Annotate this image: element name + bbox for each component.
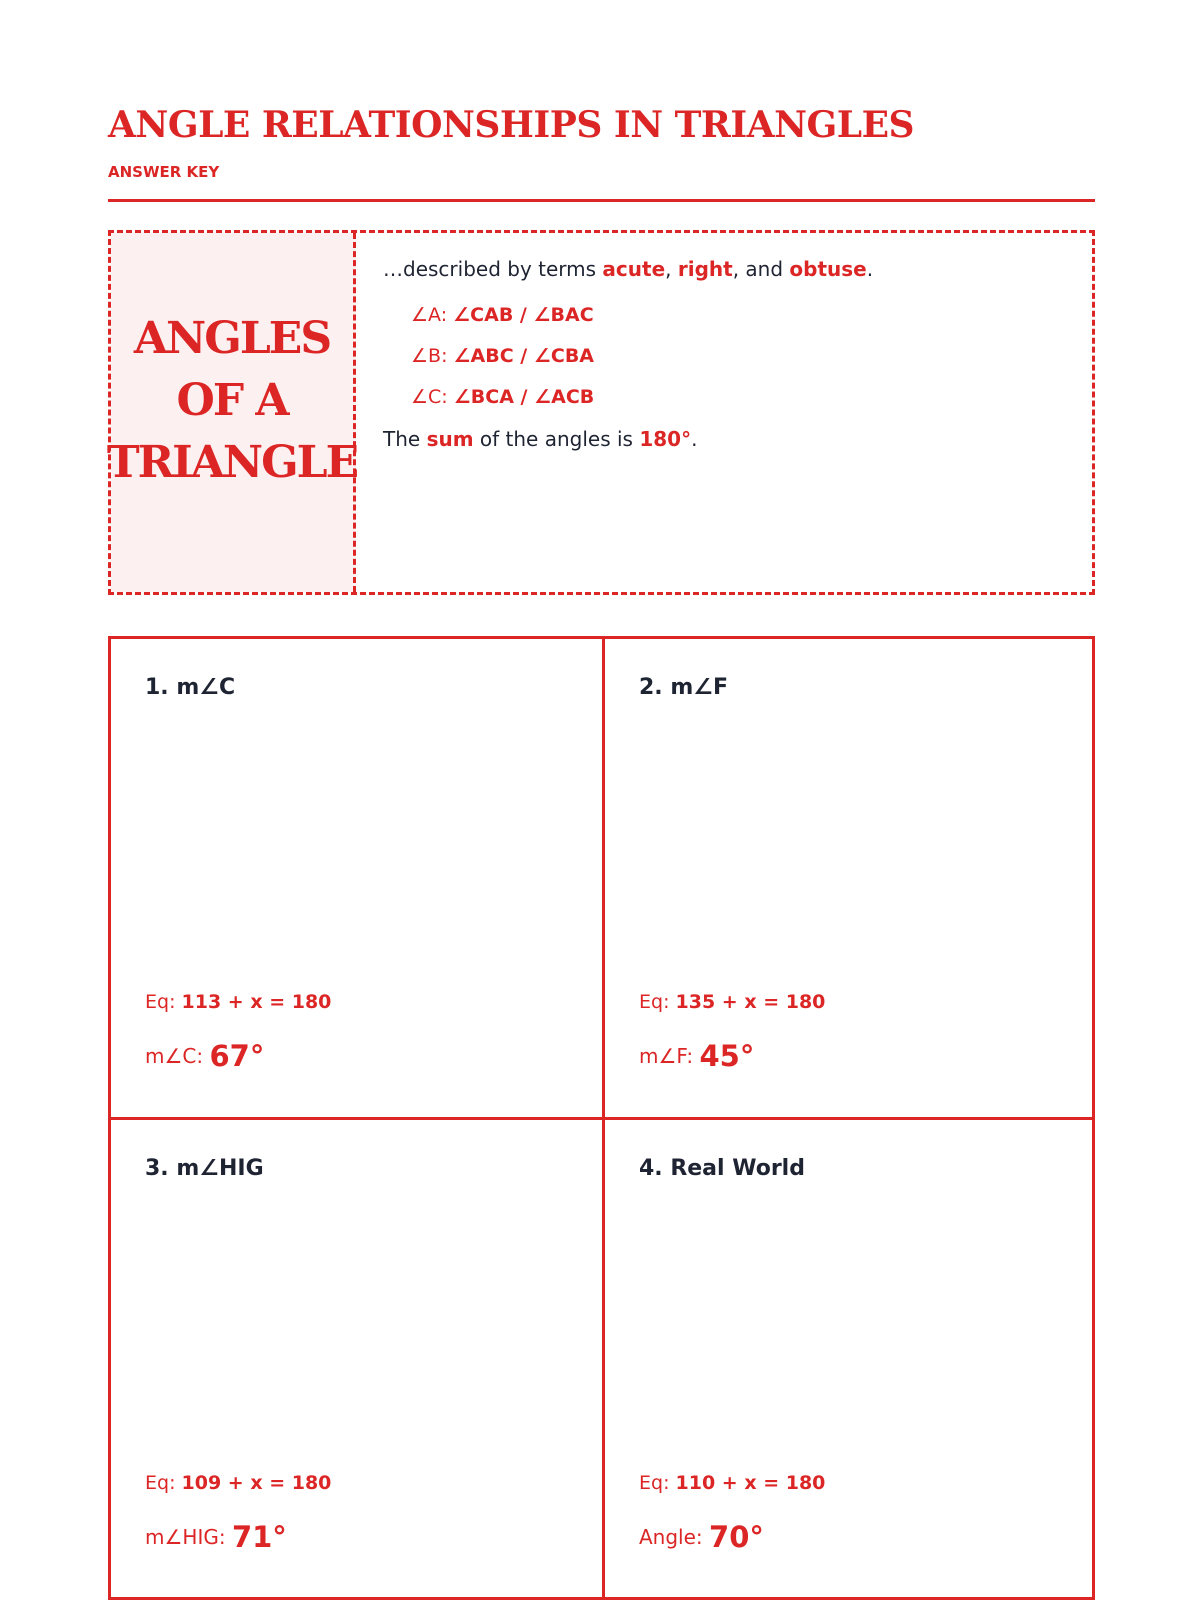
answer-value: 67° (209, 1039, 265, 1073)
answer-label: m∠C: (145, 1044, 210, 1068)
angle-value: ∠ABC / ∠CBA (453, 345, 595, 367)
sum-line (383, 425, 1072, 453)
equation-value: 110 + x = 180 (675, 1472, 826, 1494)
sum-prefix: The (383, 427, 427, 451)
answer-label: m∠F: (639, 1044, 700, 1068)
angle-label: ∠B: (411, 345, 454, 367)
title-divider (108, 199, 1095, 202)
answer-value: 45° (699, 1039, 755, 1073)
problem-equation (639, 1472, 825, 1494)
problem-cell-4 (605, 1120, 1096, 1598)
problem-cell-2 (605, 639, 1096, 1117)
sum-value: 180° (639, 427, 692, 451)
angle-names-list (411, 301, 1072, 424)
problem-cell-3 (111, 1120, 602, 1598)
problem-equation (639, 991, 825, 1013)
intro-section (108, 230, 1095, 595)
problem-equation (145, 1472, 331, 1494)
sum-middle: of the angles is (473, 427, 640, 451)
terms-line (383, 255, 1072, 283)
equation-value: 135 + x = 180 (675, 991, 826, 1013)
problem-title: 4. Real World (639, 1156, 805, 1181)
answer-label: m∠HIG: (145, 1525, 232, 1549)
answer-value: 70° (709, 1520, 764, 1554)
term-obtuse: obtuse (789, 257, 867, 281)
intro-heading (107, 308, 357, 494)
terms-suffix: . (866, 257, 874, 281)
equation-label: Eq: (639, 991, 676, 1013)
intro-heading-panel (106, 233, 358, 592)
problem-equation (145, 991, 331, 1013)
equation-label: Eq: (639, 1472, 676, 1494)
problems-grid (108, 636, 1095, 1600)
equation-value: 109 + x = 180 (181, 1472, 332, 1494)
answer-value: 71° (231, 1520, 287, 1554)
terms-prefix: …described by terms (383, 257, 603, 281)
page-subtitle: ANSWER KEY (108, 163, 220, 181)
equation-label: Eq: (145, 1472, 182, 1494)
problem-title: 2. m∠F (639, 675, 728, 700)
term-acute: acute (602, 257, 666, 281)
problem-answer (145, 1520, 287, 1554)
problem-answer (639, 1039, 754, 1073)
angle-value: ∠CAB / ∠BAC (453, 304, 594, 326)
equation-label: Eq: (145, 991, 182, 1013)
angle-label: ∠A: (411, 304, 454, 326)
problem-cell-1 (111, 639, 602, 1117)
term-sum: sum (426, 427, 474, 451)
problem-answer (639, 1520, 764, 1554)
intro-heading-line-3: TRIANGLE (106, 436, 358, 488)
intro-content (383, 255, 1072, 453)
equation-value: 113 + x = 180 (181, 991, 332, 1013)
angle-label: ∠C: (411, 386, 454, 408)
terms-sep-1: , (665, 257, 678, 281)
answer-label: Angle: (639, 1525, 710, 1549)
angle-item-c (411, 383, 1072, 424)
page-title: ANGLE RELATIONSHIPS IN TRIANGLES (108, 104, 915, 146)
problem-title: 3. m∠HIG (145, 1156, 264, 1181)
term-right: right (677, 257, 733, 281)
terms-sep-2: , and (732, 257, 790, 281)
intro-heading-line-1: ANGLES (133, 312, 331, 364)
intro-heading-line-2: OF A (176, 374, 288, 426)
angle-item-b (411, 342, 1072, 383)
angle-item-a (411, 301, 1072, 342)
problem-answer (145, 1039, 264, 1073)
problem-title: 1. m∠C (145, 675, 236, 700)
angle-value: ∠BCA / ∠ACB (453, 386, 595, 408)
sum-suffix: . (691, 427, 698, 451)
